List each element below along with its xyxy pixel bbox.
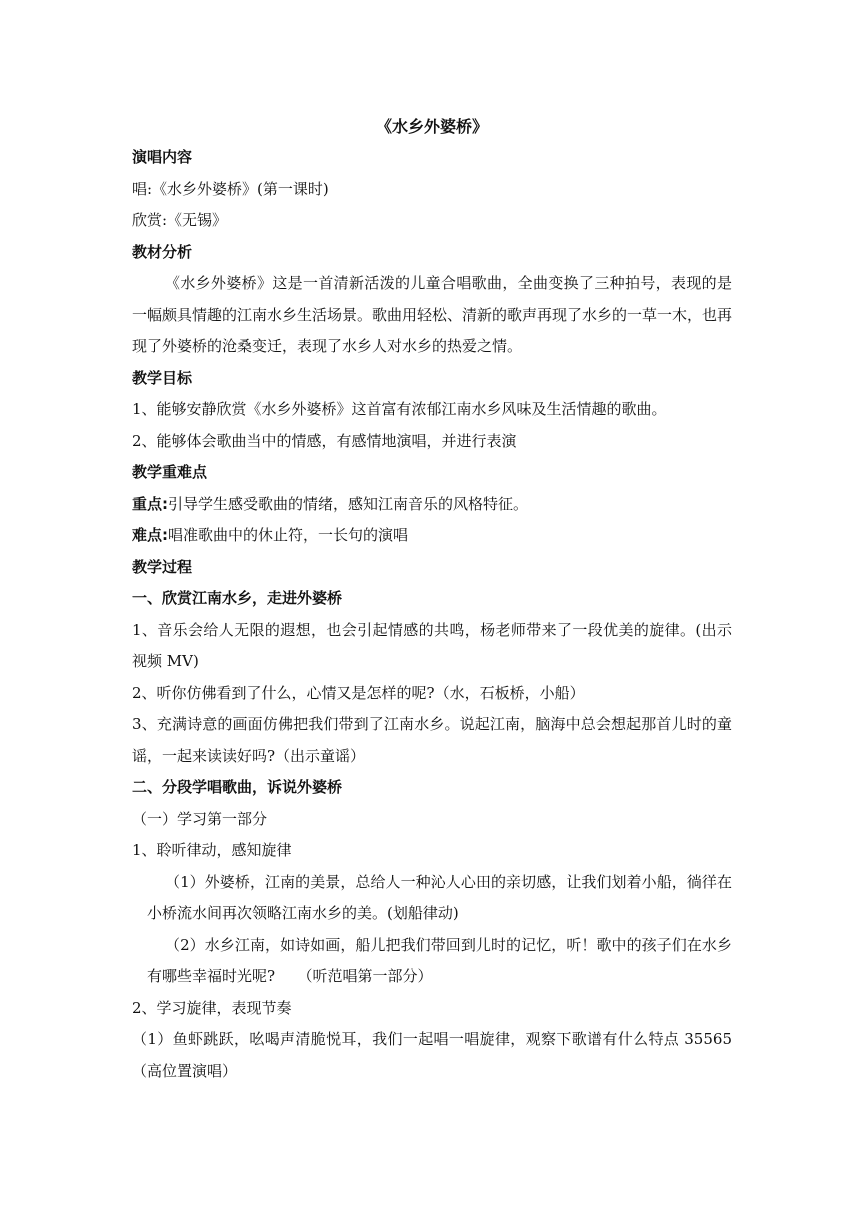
difficulty-line (132, 520, 732, 552)
process-part-2-item-2a: （1）鱼虾跳跃，吆喝声清脆悦耳，我们一起唱一唱旋律，观察下歌谱有什么特点 35565（高位置演唱） (132, 1030, 732, 1080)
difficulty-text: 唱准歌曲中的休止符，一长句的演唱 (168, 526, 409, 544)
difficulty-label: 难点: (132, 526, 168, 544)
key-point-line (132, 489, 732, 521)
key-point-label: 重点: (132, 494, 168, 513)
appreciate-line: 欣赏:《无锡》 (132, 211, 228, 229)
goal-item-2: 2、能够体会歌曲当中的情感，有感情地演唱，并进行表演 (132, 431, 517, 450)
heading-teaching-goals: 教学目标 (132, 368, 193, 387)
document-title: 《水乡外婆桥》 (375, 117, 488, 136)
process-part-1-heading: 一、欣赏江南水乡，走进外婆桥 (132, 589, 343, 607)
process-part-2-item-1b: （2）水乡江南，如诗如画，船儿把我们带回到儿时的记忆，听！歌中的孩子们在水乡有哪些幸福时光呢? （听范唱第一部分） (147, 935, 732, 985)
sing-line: 唱:《水乡外婆桥》(第一课时) (132, 179, 329, 198)
process-part-1-item-1: 1、音乐会给人无限的遐想，也会引起情感的共鸣，杨老师带来了一段优美的旋律。(出示视频 MV) (132, 620, 732, 670)
process-part-2-heading: 二、分段学唱歌曲，诉说外婆桥 (132, 778, 343, 796)
process-part-1-item-3: 3、充满诗意的画面仿佛把我们带到了江南水乡。说起江南，脑海中总会想起那首儿时的童谣，一起来读读好吗?（出示童谣） (132, 715, 732, 765)
heading-teaching-process: 教学过程 (132, 557, 193, 576)
document-page (132, 112, 732, 1087)
process-part-2-sub-1: （一）学习第一部分 (132, 809, 268, 828)
heading-key-difficulties: 教学重难点 (132, 463, 208, 481)
process-part-2-item-1a: （1）外婆桥，江南的美景，总给人一种沁人心田的亲切感，让我们划着小船，徜徉在小桥流水间再次领略江南水乡的美。(划船律动) (147, 872, 732, 922)
process-part-2-item-2: 2、学习旋律，表现节奏 (132, 998, 292, 1017)
key-point-text: 引导学生感受歌曲的情绪，感知江南音乐的风格特征。 (168, 494, 529, 513)
material-analysis-paragraph: 《水乡外婆桥》这是一首清新活泼的儿童合唱歌曲，全曲变换了三种拍号，表现的是一幅颇具情趣的江南水乡生活场景。歌曲用轻松、清新的歌声再现了水乡的一草一木，也再现了外婆桥的沧桑变迁，表现了水乡人对水乡的热爱之情。 (132, 274, 733, 355)
goal-item-1: 1、能够安静欣赏《水乡外婆桥》这首富有浓郁江南水乡风味及生活情趣的歌曲。 (132, 400, 667, 418)
heading-performance-content: 演唱内容 (132, 148, 193, 166)
process-part-1-item-2: 2、听你仿佛看到了什么，心情又是怎样的呢?（水，石板桥，小船） (132, 683, 585, 702)
heading-material-analysis: 教材分析 (132, 242, 193, 261)
process-part-2-item-1: 1、聆听律动，感知旋律 (132, 841, 292, 859)
